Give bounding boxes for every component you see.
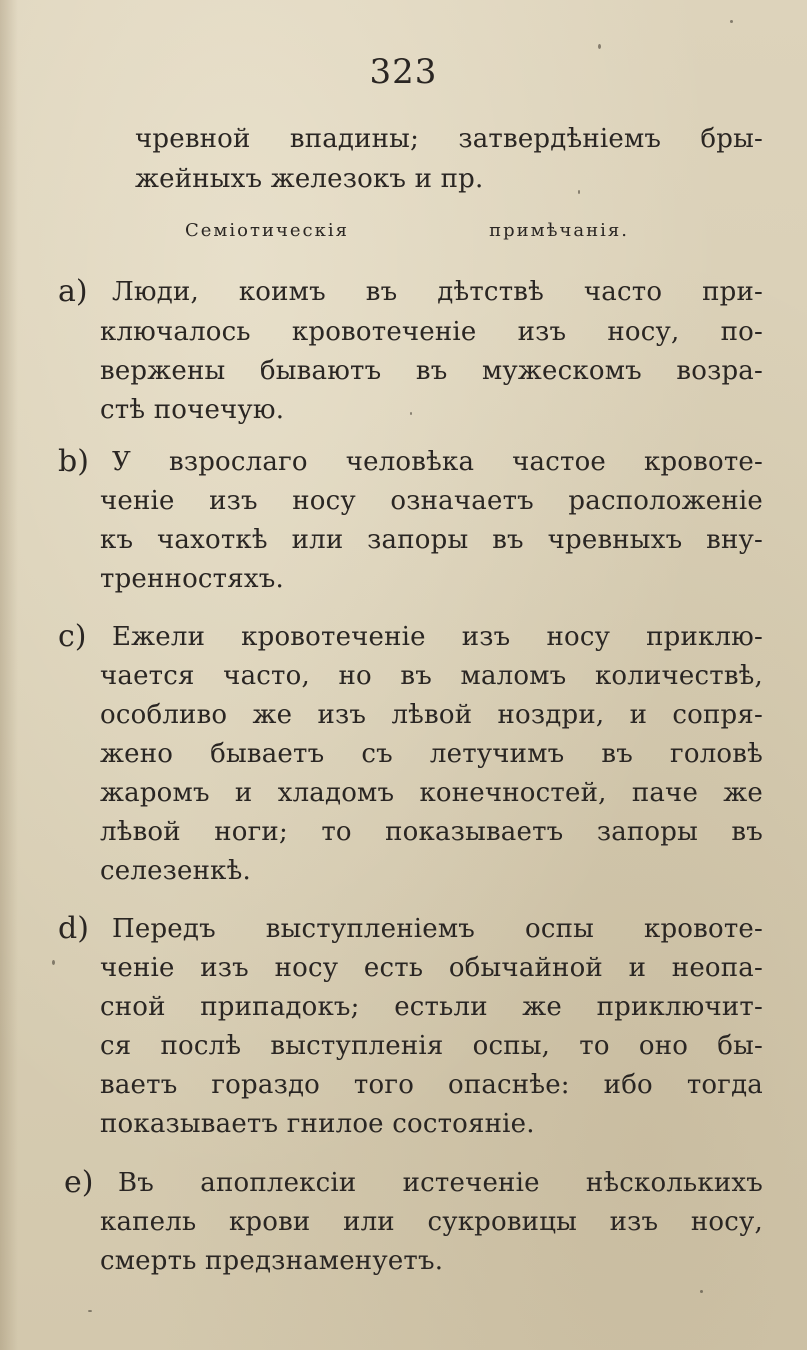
text-line: ключалось кровотеченіе изъ носу, по-: [100, 317, 763, 347]
paper-speck: [52, 960, 55, 965]
note-marker-e: e): [64, 1165, 94, 1200]
text-line: къ чахоткѣ или запоры въ чревныхъ вну-: [100, 525, 763, 555]
text-line: Въ апоплексіи истеченіе нѣсколькихъ: [118, 1168, 763, 1198]
text-line: тренностяхъ.: [100, 564, 284, 594]
text-line: Люди, коимъ въ дѣтствѣ часто при-: [112, 277, 763, 307]
paper-speck: [700, 1290, 703, 1293]
text-line: показываетъ гнилое состояніе.: [100, 1109, 535, 1139]
note-marker-b: b): [58, 444, 89, 479]
paper-speck: [730, 20, 733, 23]
paper-speck: [410, 412, 412, 415]
text-line: жено бываетъ съ летучимъ въ головѣ: [100, 739, 763, 769]
paper-speck: [578, 190, 580, 194]
text-line: вержены бываютъ въ мужескомъ возра-: [100, 356, 763, 386]
text-line: чревной впадины; затвердѣніемъ бры-: [135, 124, 763, 154]
text-line: ченіе изъ носу означаетъ расположеніе: [100, 486, 763, 516]
text-line: У взрослаго человѣка частое кровоте-: [112, 447, 763, 477]
text-line: ваетъ гораздо того опаснѣе: ибо тогда: [100, 1070, 763, 1100]
page-number: 323: [369, 52, 438, 92]
text-line: лѣвой ноги; то показываетъ запоры въ: [100, 817, 763, 847]
text-line: чается часто, но въ маломъ количествѣ,: [100, 661, 763, 691]
text-line: Передъ выступленіемъ оспы кровоте-: [112, 914, 763, 944]
text-line: жаромъ и хладомъ конечностей, паче же: [100, 778, 763, 808]
note-marker-d: d): [58, 911, 89, 946]
text-line: ся послѣ выступленія оспы, то оно бы-: [100, 1031, 763, 1061]
text-line: стѣ почечую.: [100, 395, 285, 425]
text-line: смерть предзнаменуетъ.: [100, 1246, 444, 1276]
text-line: селезенкѣ.: [100, 856, 251, 886]
section-heading: Семіотическія примѣчанія.: [185, 220, 629, 241]
paper-speck: [88, 1310, 92, 1312]
text-line: жейныхъ железокъ и пр.: [135, 164, 484, 194]
note-marker-c: c): [58, 619, 87, 654]
text-line: ченіе изъ носу есть обычайной и неопа-: [100, 953, 763, 983]
text-line: особливо же изъ лѣвой ноздри, и сопря-: [100, 700, 763, 730]
text-line: Ежели кровотеченіе изъ носу приклю-: [112, 622, 763, 652]
text-line: капель крови или сукровицы изъ носу,: [100, 1207, 763, 1237]
text-line: сной припадокъ; естьли же приключит-: [100, 992, 763, 1022]
paper-speck: [598, 44, 601, 49]
note-marker-a: a): [58, 274, 88, 309]
